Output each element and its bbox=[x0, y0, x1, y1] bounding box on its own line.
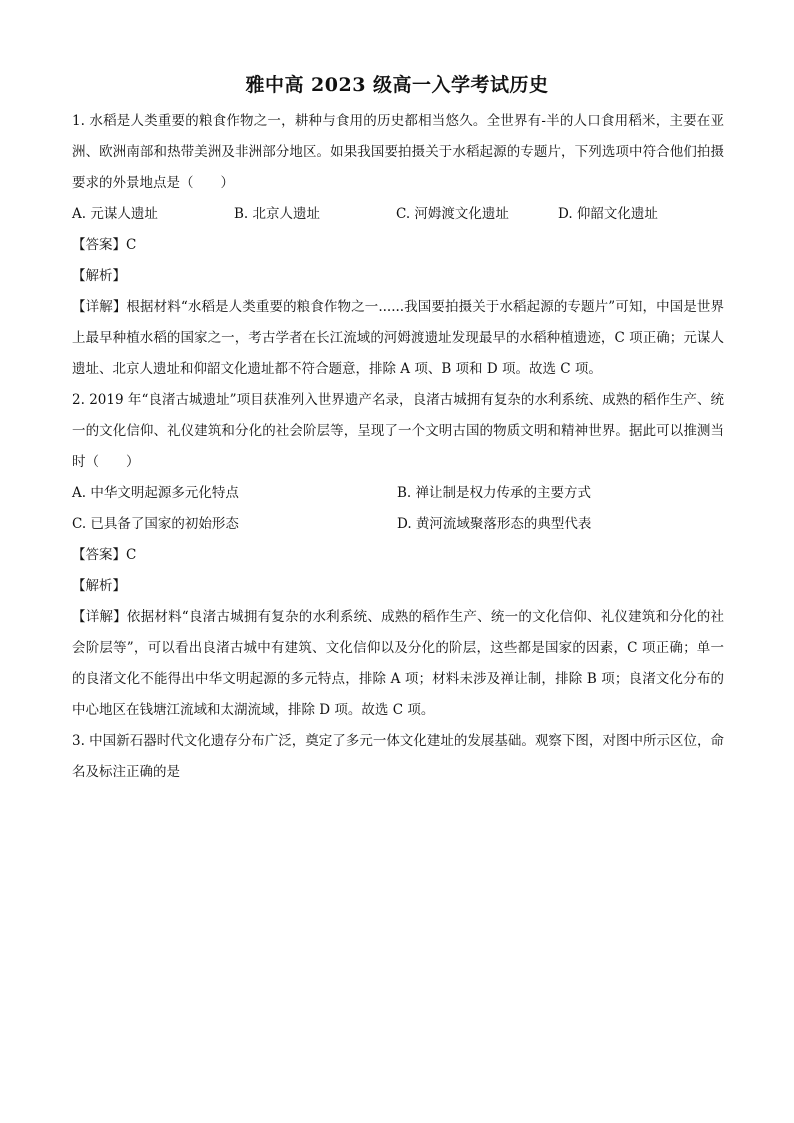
question-3-stem: 3. 中国新石器时代文化遗存分布广泛，奠定了多元一体文化建址的发展基础。观察下图，对图中所示区位，命名及标注正确的是 bbox=[72, 733, 724, 780]
question-2-detail: 【详解】依据材料“良渚古城拥有复杂的水利系统、成熟的稻作生产、统一的文化信仰、礼仪建筑和分化的社会阶层等”，可以看出良渚古城中有建筑、文化信仰以及分化的阶层，这些都是国家的因素，C 项正确；单一的良渚文化不能得出中华文明起源的多元特点，排除 A 项；材料未涉及禅让制，排除 B 项；良渚文化分布的中心地区在钱塘江流域和太湖流域，排除 D 项。故选 C 项。 bbox=[72, 609, 724, 718]
question-2-option-c: C. 已具备了国家的初始形态 bbox=[72, 516, 239, 532]
question-2-option-a: A. 中华文明起源多元化特点 bbox=[72, 485, 239, 501]
question-2-answer: 【答案】C bbox=[72, 547, 137, 563]
question-2-options-row-1 bbox=[72, 478, 724, 509]
question-1-option-b: B. 北京人遗址 bbox=[234, 206, 321, 222]
question-1-detail: 【详解】根据材料“水稻是人类重要的粮食作物之一......我国要拍摄关于水稻起源的专题片”可知，中国是世界上最早种植水稻的国家之一，考古学者在长江流域的河姆渡遗址发现最早的水稻种植遗迹，C 项正确；元谋人遗址、北京人遗址和仰韶文化遗址都不符合题意，排除 A 项、B 项和 D 项。故选 C 项。 bbox=[72, 299, 724, 377]
question-1-analysis-label: 【解析】 bbox=[72, 268, 126, 284]
question-1-options bbox=[72, 199, 724, 230]
question-2-stem: 2. 2019 年“良渚古城遗址”项目获准列入世界遗产名录，良渚古城拥有复杂的水利系统、成熟的稻作生产、统一的文化信仰、礼仪建筑和分化的社会阶层等，呈现了一个文明古国的物质文明和精神世界。据此可以推测当时（ ） bbox=[72, 392, 724, 470]
question-1-stem: 1. 水稻是人类重要的粮食作物之一，耕种与食用的历史都相当悠久。全世界有-半的人口食用稻米，主要在亚洲、欧洲南部和热带美洲及非洲部分地区。如果我国要拍摄关于水稻起源的专题片，下列选项中符合他们拍摄要求的外景地点是（ ） bbox=[72, 113, 724, 191]
question-2-option-b: B. 禅让制是权力传承的主要方式 bbox=[397, 485, 592, 501]
question-2-analysis-label: 【解析】 bbox=[72, 578, 126, 594]
page-title: 雅中高 2023 级高一入学考试历史 bbox=[245, 74, 549, 96]
question-1-answer: 【答案】C bbox=[72, 237, 137, 253]
question-2-option-d: D. 黄河流域聚落形态的典型代表 bbox=[397, 516, 592, 532]
question-1-option-d: D. 仰韶文化遗址 bbox=[558, 206, 658, 222]
question-2-options-row-2 bbox=[72, 509, 724, 540]
exam-content bbox=[72, 106, 724, 788]
question-1-option-c: C. 河姆渡文化遗址 bbox=[396, 206, 509, 222]
question-1-option-a: A. 元谋人遗址 bbox=[72, 206, 158, 222]
